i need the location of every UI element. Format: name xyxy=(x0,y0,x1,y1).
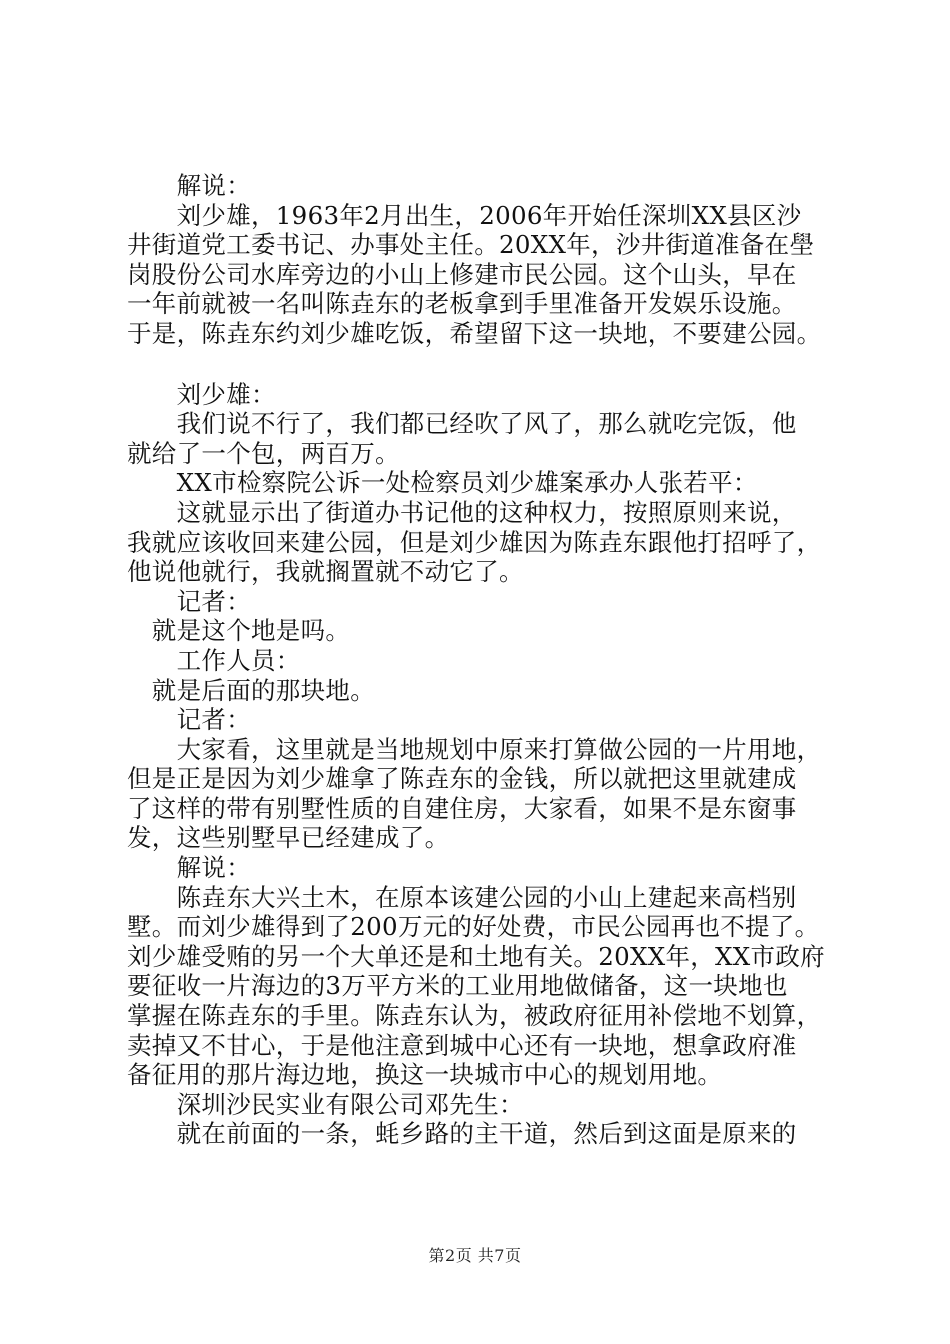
paragraph-liu-quote xyxy=(127,409,833,468)
text-line: 但是正是因为刘少雄拿了陈垚东的金钱，所以就把这里就建成 xyxy=(127,764,797,794)
text-line: 深圳沙民实业有限公司邓先生： xyxy=(127,1089,524,1119)
text-line: 大家看，这里就是当地规划中原来打算做公园的一片用地， xyxy=(127,734,822,764)
text-line: 刘少雄受贿的另一个大单还是和土地有关。20XX年，XX市政府 xyxy=(127,941,825,971)
text-line: 一年前就被一名叫陈垚东的老板拿到手里准备开发娱乐设施。 xyxy=(127,289,797,319)
text-line: 卖掉又不甘心，于是他注意到城中心还有一块地，想拿政府准 xyxy=(127,1030,797,1060)
paragraph-narration-heading-2 xyxy=(127,853,833,883)
text-line: 陈垚东大兴土木，在原本该建公园的小山上建起来高档别 xyxy=(127,882,797,912)
text-line: 墅。而刘少雄得到了200万元的好处费，市民公园再也不提了。 xyxy=(127,912,820,942)
text-line: 刘少雄，1963年2月出生，2006年开始任深圳XX县区沙 xyxy=(127,200,802,230)
text-line: 掌握在陈垚东的手里。陈垚东认为，被政府征用补偿地不划算， xyxy=(127,1001,822,1031)
paragraph-narration-land-deal xyxy=(127,883,833,1090)
paragraph-staff-answer xyxy=(127,676,833,706)
text-line: 要征收一片海边的3万平方米的工业用地做储备，这一块地也 xyxy=(127,971,788,1001)
text-line: 解说： xyxy=(127,853,251,883)
text-line: 他说他就行，我就搁置就不动它了。 xyxy=(127,557,524,587)
text-line: 这就显示出了街道办书记他的这种权力，按照原则来说， xyxy=(127,497,797,527)
text-line: 就是后面的那块地。 xyxy=(127,675,375,705)
text-line: 井街道党工委书记、办事处主任。20XX年，沙井街道准备在壆 xyxy=(127,230,815,260)
paragraph-reporter-commentary xyxy=(127,735,833,853)
paragraph-narration-heading xyxy=(127,171,833,201)
paragraph-spacer xyxy=(127,349,833,380)
paragraph-speaker-staff xyxy=(127,646,833,676)
text-line: 记者： xyxy=(127,705,251,735)
text-line: 就在前面的一条，蚝乡路的主干道，然后到这面是原来的 xyxy=(127,1119,797,1149)
paragraph-narration-liu-background xyxy=(127,201,833,349)
paragraph-prosecutor-quote xyxy=(127,498,833,587)
text-line: 记者： xyxy=(127,586,251,616)
paragraph-speaker-liu xyxy=(127,380,833,410)
paragraph-reporter-question xyxy=(127,616,833,646)
text-line: 就给了一个包，两百万。 xyxy=(127,438,400,468)
text-line: 于是，陈垚东约刘少雄吃饭，希望留下这一块地，不要建公园。 xyxy=(127,318,822,348)
text-line: 我们说不行了，我们都已经吹了风了，那么就吃完饭，他 xyxy=(127,409,797,439)
paragraph-speaker-prosecutor xyxy=(127,468,833,498)
text-line: 解说： xyxy=(127,171,251,200)
page-number-footer: 第2页 共7页 xyxy=(428,1246,522,1265)
paragraph-deng-quote xyxy=(127,1119,833,1149)
text-line: 岗股份公司水库旁边的小山上修建市民公园。这个山头，早在 xyxy=(127,259,797,289)
text-line: 备征用的那片海边地，换这一块城市中心的规划用地。 xyxy=(127,1060,723,1090)
paragraph-speaker-deng xyxy=(127,1090,833,1120)
paragraph-speaker-reporter-2 xyxy=(127,705,833,735)
text-line: XX市检察院公诉一处检察员刘少雄案承办人张若平： xyxy=(127,468,758,498)
text-line: 刘少雄： xyxy=(127,379,276,409)
text-line: 了这样的带有别墅性质的自建住房，大家看，如果不是东窗事 xyxy=(127,793,797,823)
document-body xyxy=(127,171,833,1149)
paragraph-speaker-reporter xyxy=(127,587,833,617)
text-line: 工作人员： xyxy=(127,645,301,675)
text-line: 发，这些别墅早已经建成了。 xyxy=(127,823,450,853)
text-line: 就是这个地是吗。 xyxy=(127,616,351,646)
text-line: 我就应该收回来建公园，但是刘少雄因为陈垚东跟他打招呼了， xyxy=(127,527,822,557)
